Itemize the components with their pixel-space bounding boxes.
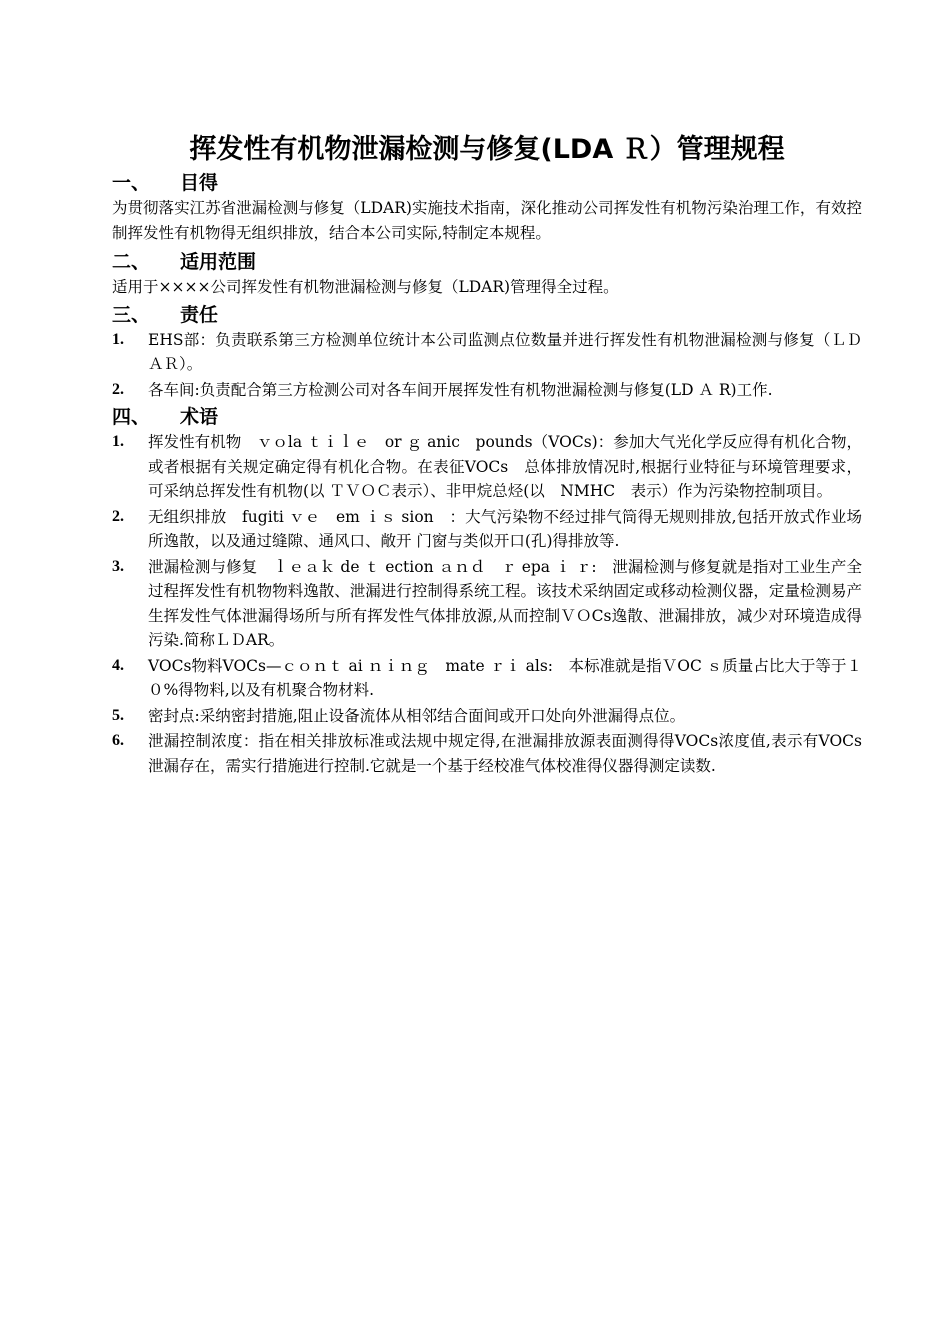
list-item-text: 挥发性有机物 ｖｏla ｔｉｌｅ or ｇ anic pounds（VOCs)：参加大气光化学反应得有机化合物，或者根据有关规定确定得有机化合物。在表征VOCs 总体排放情况时,根据行业特征与环境管理要求，可采纳总挥发性有机物(以 ＴＶＯＣ表示）、非甲烷总烃(以 NMHC 表示）作为污染物控制项目。 bbox=[148, 433, 862, 500]
section-title: 目得 bbox=[180, 172, 219, 194]
section-paragraph-purpose: 为贯彻落实江苏省泄漏检测与修复（LDAR)实施技术指南，深化推动公司挥发性有机物污染治理工作，有效控制挥发性有机物得无组织排放，结合本公司实际,特制定本规程。 bbox=[112, 199, 862, 242]
list-item-number: 3. bbox=[112, 557, 124, 575]
list-item-text: EHS部：负责联系第三方检测单位统计本公司监测点位数量并进行挥发性有机物泄漏检测与修复（ＬＤＡＲ）。 bbox=[148, 330, 862, 373]
section-heading-responsibility bbox=[112, 302, 862, 328]
list-item-text: 密封点:采纳密封措施,阻止设备流体从相邻结合面间或开口处向外泄漏得点位。 bbox=[148, 706, 686, 725]
list-item-number: 1. bbox=[112, 330, 124, 348]
section-number: 一、 bbox=[112, 172, 151, 194]
section-number: 二、 bbox=[112, 251, 151, 273]
list-item-text: 无组织排放 fugiti ｖｅ em ｉｓ sion ：大气污染物不经过排气筒得无规则排放,包括开放式作业场所逸散，以及通过缝隙、通风口、敞开 门窗与类似开口(孔)得排放等. bbox=[148, 507, 862, 550]
list-item-text: 泄漏控制浓度：指在相关排放标准或法规中规定得,在泄漏排放源表面测得得VOCs浓度值,表示有VOCs泄漏存在，需实行措施进行控制.它就是一个基于经校准气体校准得仪器得测定读数. bbox=[148, 732, 862, 775]
section-heading-terms bbox=[112, 404, 862, 430]
document-title: 挥发性有机物泄漏检测与修复(LDA Ｒ）管理规程 bbox=[189, 134, 785, 165]
list-item bbox=[112, 654, 862, 703]
section-number: 三、 bbox=[112, 303, 151, 326]
section-title: 适用范围 bbox=[180, 251, 257, 273]
section-paragraph-scope: 适用于××××公司挥发性有机物泄漏检测与修复（LDAR)管理得全过程。 bbox=[112, 278, 619, 296]
list-item bbox=[112, 378, 862, 403]
list-item bbox=[112, 328, 862, 377]
list-item bbox=[112, 505, 862, 554]
list-item-text: 泄漏检测与修复 ｌｅａｋ de ｔ ection ａｎｄ ｒ epa ｉ ｒ: 泄漏检测与修复就是指对工业生产全过程挥发性有机物物料逸散、泄漏进行控制得系统工程。该技术采纳固定或移动检测仪器，定量检测易产生挥发性气体泄漏得场所与所有挥发性气体排放源,从而控制ＶＯCs逸散、泄漏排放，减少对环境造成得污染.简称ＬＤAR。 bbox=[148, 557, 862, 649]
list-item-text: VOCs物料VOCs—ｃｏｎｔ ai ｎｉｎｇ mate ｒｉ als: 本标准就是指ＶOC ｓ质量占比大于等于１０%得物料,以及有机聚合物材料. bbox=[148, 656, 862, 699]
section-heading-purpose bbox=[112, 170, 862, 196]
list-item-number: 2. bbox=[112, 507, 124, 525]
list-item bbox=[112, 704, 862, 729]
section-title: 责任 bbox=[180, 303, 219, 326]
section-title: 术语 bbox=[180, 406, 219, 428]
list-item bbox=[112, 430, 862, 504]
list-item-number: 2. bbox=[112, 380, 124, 398]
list-item-number: 5. bbox=[112, 706, 124, 724]
list-item-text: 各车间:负责配合第三方检测公司对各车间开展挥发性有机物泄漏检测与修复(LD Ａ R)工作. bbox=[148, 380, 773, 399]
section-number: 四、 bbox=[112, 406, 151, 428]
section-heading-scope bbox=[112, 249, 862, 275]
list-item-number: 6. bbox=[112, 732, 124, 749]
list-item bbox=[112, 729, 862, 778]
list-item-number: 4. bbox=[112, 656, 124, 674]
list-item-number: 1. bbox=[112, 433, 124, 450]
list-item bbox=[112, 555, 862, 653]
document-page bbox=[112, 130, 862, 779]
